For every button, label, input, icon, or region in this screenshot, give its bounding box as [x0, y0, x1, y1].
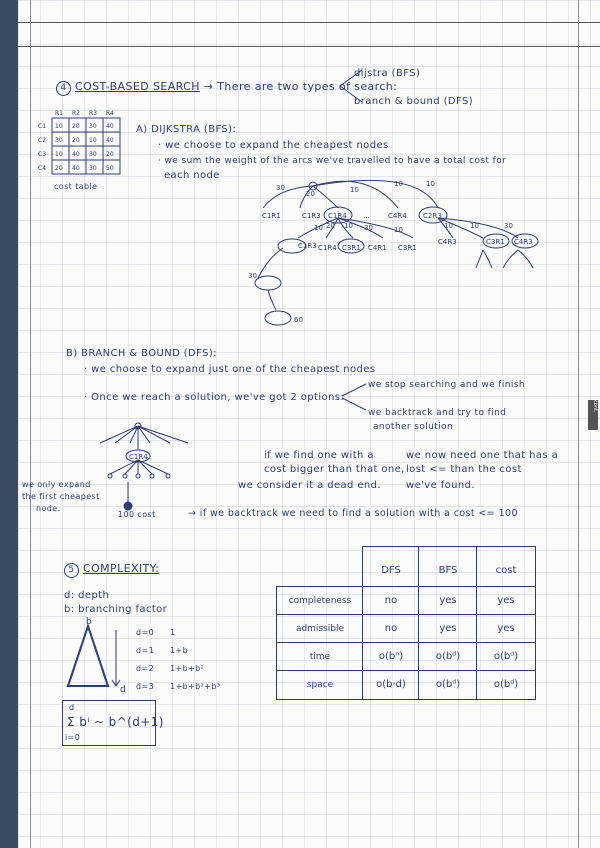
- cost-row-header: C4: [38, 165, 47, 172]
- dijkstra-bullet-1: · we choose to expand the cheapest nodes: [158, 140, 389, 151]
- tree1-node: C3R1: [486, 238, 505, 246]
- section4-number: 4: [56, 81, 71, 96]
- tree1-node: C3R1: [342, 244, 361, 252]
- sum-formula-box: [62, 700, 164, 746]
- complexity-header-cell: DFS: [362, 546, 419, 587]
- notebook-page: [18, 0, 600, 848]
- sum-upper: d: [69, 703, 75, 712]
- dijkstra-tree: [218, 178, 548, 328]
- sum-lower: i=0: [65, 733, 81, 742]
- bb-note-2b: lost <= than the cost: [406, 464, 522, 475]
- tree1-edge-label: 10: [314, 224, 323, 232]
- cost-cell: 40: [106, 137, 114, 144]
- level-depth: d=0: [136, 628, 155, 637]
- header-rule: [18, 22, 600, 23]
- triangle-b-label: b: [86, 617, 92, 627]
- tree1-node: C1R1: [262, 212, 281, 220]
- complexity-row-label: time: [276, 642, 363, 671]
- tree1-edge-label: 10: [444, 222, 453, 230]
- complexity-cell: o(bᵈ): [476, 670, 536, 700]
- dijkstra-bullet-2b: each node: [164, 170, 220, 181]
- complexity-cell: o(bⁿ): [362, 642, 419, 671]
- bb-note-2c: we've found.: [406, 480, 475, 491]
- complexity-header-cell: cost: [476, 546, 536, 587]
- complexity-cell: o(bᵈ): [418, 642, 477, 671]
- tree1-node: C4R3: [438, 238, 457, 246]
- complexity-row-label: space: [276, 670, 363, 700]
- def-branching: b: branching factor: [64, 604, 168, 615]
- complexity-table: [276, 546, 534, 706]
- tree1-node: C3R1: [398, 244, 417, 252]
- level-nodes: 1+b+b²: [170, 664, 205, 673]
- bb-tree: [80, 418, 210, 518]
- bb-tree-node: C1R4: [129, 453, 148, 461]
- tree1-node: C4R3: [514, 238, 533, 246]
- dijkstra-heading: A) DIJKSTRA (BFS):: [136, 124, 237, 135]
- tree1-node: C4R4: [388, 212, 407, 220]
- level-nodes: 1: [170, 628, 176, 637]
- section4-intro: → There are two types of search:: [203, 80, 398, 93]
- cost-cell: 20: [72, 137, 80, 144]
- level-depth: d=2: [136, 664, 155, 673]
- dijkstra-bullet-2a: · we sum the weight of the arcs we've travelled to have a total cost for: [158, 156, 507, 166]
- cost-cell: 40: [72, 165, 80, 172]
- header-rule: [18, 46, 600, 47]
- bb-bullet-1: · we choose to expand just one of the cheapest nodes: [84, 364, 376, 375]
- cost-cell: 20: [55, 165, 63, 172]
- complexity-cell: yes: [418, 614, 477, 643]
- complexity-cell: o(b·d): [362, 670, 419, 700]
- level-depth: d=3: [136, 682, 155, 691]
- cost-row-header: C3: [38, 151, 47, 158]
- cost-col-header: R3: [89, 110, 97, 117]
- tree1-node: C1R3: [298, 242, 317, 250]
- section4-title: COST-BASED SEARCH: [75, 80, 200, 93]
- tree1-edge-label: 30: [504, 222, 513, 230]
- bb-options-arrows: [340, 380, 370, 416]
- bb-left-note-3: node.: [36, 504, 61, 513]
- margin-line: [578, 0, 579, 848]
- cost-cell: 10: [55, 123, 63, 130]
- tree1-edge-label: 10: [344, 222, 353, 230]
- complexity-cell: o(bᵈ): [476, 642, 536, 671]
- bb-option-2b: another solution: [373, 422, 454, 432]
- complexity-cell: yes: [476, 614, 536, 643]
- tree1-node: ...: [363, 212, 370, 220]
- complexity-cell: yes: [476, 586, 536, 615]
- complexity-cell: no: [362, 614, 419, 643]
- complexity-triangle: [58, 616, 128, 696]
- complexity-cell: yes: [418, 586, 477, 615]
- section5-number: 5: [64, 563, 79, 578]
- cost-cell: 20: [106, 151, 114, 158]
- complexity-cell: o(bᵈ): [418, 670, 477, 700]
- cost-table-caption: cost table: [54, 182, 98, 191]
- tree1-edge-label: 20: [326, 222, 335, 230]
- complexity-cell: no: [362, 586, 419, 615]
- bb-note-1c: we consider it a dead end.: [238, 480, 381, 491]
- tree1-edge-label: 30: [364, 224, 373, 232]
- tree1-node: C1R4: [318, 244, 337, 252]
- complexity-row-label: completeness: [276, 586, 363, 615]
- cost-cell: 40: [72, 151, 80, 158]
- cost-cell: 50: [106, 165, 114, 172]
- bb-note-1b: cost bigger than that one,: [264, 464, 405, 475]
- tree1-node: C1R4: [328, 212, 347, 220]
- level-nodes: 1+b: [170, 646, 189, 655]
- cost-row-header: C2: [38, 137, 47, 144]
- bb-left-note-2: the first cheapest: [22, 492, 100, 501]
- cost-cell: 30: [55, 137, 63, 144]
- tree1-node: C1R3: [302, 212, 321, 220]
- triangle-d-label: d: [120, 685, 126, 695]
- cost-cell: 30: [89, 123, 97, 130]
- tree1-edge-label: 30: [248, 272, 257, 280]
- search-type-dijkstra: dijstra (BFS): [354, 68, 421, 79]
- tree1-node: 60: [294, 316, 303, 324]
- tree1-node: C2R3: [423, 212, 442, 220]
- level-nodes: 1+b+b²+b³: [170, 682, 221, 691]
- side-tab: cont.: [588, 400, 598, 430]
- cost-cell: 20: [72, 123, 80, 130]
- cost-cell: 30: [89, 151, 97, 158]
- bb-option-1: we stop searching and we finish: [368, 380, 525, 390]
- cost-cell: 30: [89, 165, 97, 172]
- bb-note-1a: if we find one with a: [264, 450, 374, 461]
- tree1-edge-label: 10: [394, 180, 403, 188]
- cost-row-header: C1: [38, 123, 47, 130]
- tree1-edge-label: 30: [276, 184, 285, 192]
- complexity-header-cell: BFS: [418, 546, 477, 587]
- cost-col-header: R1: [55, 110, 63, 117]
- sum-formula: Σ bⁱ ~ b^(d+1): [67, 715, 164, 729]
- level-depth: d=1: [136, 646, 155, 655]
- tree1-edge-label: 10: [426, 180, 435, 188]
- cost-cell: 10: [89, 137, 97, 144]
- bb-bullet-2: · Once we reach a solution, we've got 2 options:: [84, 392, 345, 403]
- def-depth: d: depth: [64, 590, 110, 601]
- section5-title: COMPLEXITY:: [83, 562, 160, 575]
- tree1-edge-label: 10: [350, 186, 359, 194]
- bb-left-note-1: we only expand: [22, 480, 91, 489]
- bb-heading: B) BRANCH & BOUND (DFS):: [66, 348, 217, 359]
- tree1-edge-label: 20: [306, 190, 315, 198]
- bb-note-2a: we now need one that has a: [406, 450, 559, 461]
- complexity-header-cell: [276, 546, 362, 586]
- cost-col-header: R2: [72, 110, 80, 117]
- bb-option-2a: we backtrack and try to find: [368, 408, 507, 418]
- cost-cell: 10: [55, 151, 63, 158]
- complexity-row-label: admissible: [276, 614, 363, 643]
- bb-cost-label: 100 cost: [118, 510, 156, 519]
- tree1-edge-label: 10: [394, 226, 403, 234]
- cost-col-header: R4: [106, 110, 114, 117]
- tree1-edge-label: 10: [470, 222, 479, 230]
- tree1-node: C4R1: [368, 244, 387, 252]
- search-type-branch-bound: branch & bound (DFS): [354, 96, 474, 107]
- bb-bottom-note: → if we backtrack we need to find a solution with a cost <= 100: [188, 508, 518, 519]
- cost-table: [30, 104, 130, 194]
- section5-heading: [64, 562, 159, 578]
- cost-cell: 40: [106, 123, 114, 130]
